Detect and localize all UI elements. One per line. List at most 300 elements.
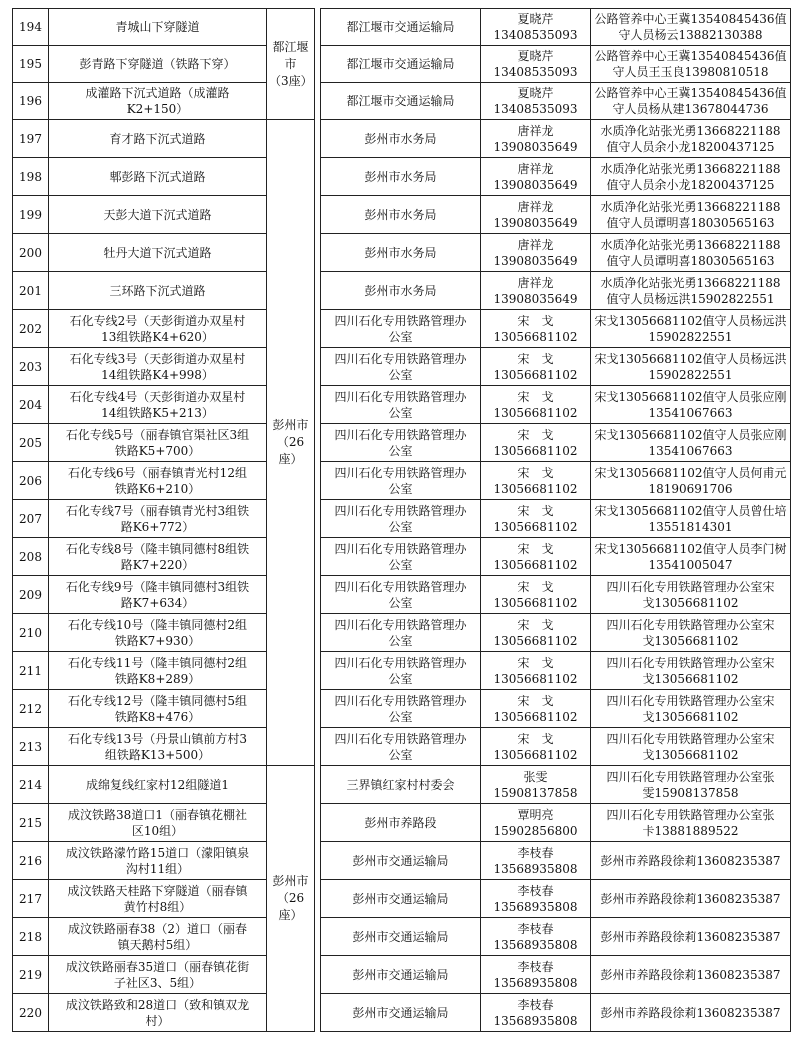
right-table [320, 8, 791, 1032]
row-number: 219 [13, 956, 49, 994]
location-name-line2: 14组铁路K5+213） [101, 405, 214, 420]
row-number: 205 [13, 424, 49, 462]
duty-contacts-line2: 守人员王玉良13980810518 [612, 65, 769, 79]
row-number: 204 [13, 386, 49, 424]
responsible-unit-line2: 公室 [388, 709, 413, 724]
table-row [321, 83, 791, 120]
duty-contacts-line1: 宋戈13056681102值守人员李门树 [594, 541, 787, 556]
responsible-person [481, 348, 591, 386]
duty-contacts-line1: 水质净化站张光勇13668221188 [600, 199, 781, 214]
city-name: 都江堰市 [272, 39, 309, 71]
responsible-unit [321, 9, 481, 46]
responsible-unit [321, 83, 481, 120]
responsible-person-line1: 李枝春 [517, 845, 554, 860]
location-name-line2: 镇天鹅村5组） [117, 937, 198, 952]
city-group [267, 120, 315, 766]
row-number: 195 [13, 46, 49, 83]
responsible-person [481, 500, 591, 538]
duty-contacts-line1: 宋戈13056681102值守人员曾仕培 [594, 503, 787, 518]
duty-contacts-line2: 守人员杨从建13678044736 [612, 102, 769, 116]
location-name-line1: 石化专线7号（丽春镇青光村3组铁 [65, 503, 250, 518]
responsible-unit-line1: 四川石化专用铁路管理办 [334, 427, 467, 442]
location-name-line2: 路K6+772） [120, 519, 195, 534]
responsible-unit [321, 652, 481, 690]
responsible-person-line2: 13056681102 [493, 367, 578, 382]
responsible-person-line2: 15902856800 [493, 823, 578, 838]
responsible-person [481, 9, 591, 46]
responsible-unit-line1: 彭州市交通运输局 [352, 929, 449, 944]
responsible-person-line2: 13908035649 [493, 253, 578, 268]
duty-contacts [591, 842, 791, 880]
responsible-person-line2: 13408535093 [493, 102, 578, 116]
responsible-person [481, 83, 591, 120]
responsible-person [481, 690, 591, 728]
table-row [321, 766, 791, 804]
responsible-unit [321, 766, 481, 804]
row-number: 218 [13, 918, 49, 956]
responsible-person-line2: 13568935808 [493, 899, 578, 914]
responsible-unit [321, 538, 481, 576]
responsible-person-line1: 李枝春 [517, 921, 554, 936]
responsible-person [481, 120, 591, 158]
row-number: 199 [13, 196, 49, 234]
responsible-unit [321, 310, 481, 348]
responsible-unit-line2: 公室 [388, 595, 413, 610]
location-name-line1: 石化专线11号（隆丰镇同德村2组 [68, 655, 247, 670]
row-number: 210 [13, 614, 49, 652]
duty-contacts-line2: 15902822551 [648, 329, 733, 344]
location-name [49, 310, 267, 348]
table-row [13, 120, 315, 158]
responsible-person-line2: 13056681102 [493, 481, 578, 496]
duty-contacts [591, 766, 791, 804]
duty-contacts [591, 348, 791, 386]
duty-contacts-line1: 宋戈13056681102值守人员张应刚 [594, 427, 787, 442]
table-row [321, 386, 791, 424]
location-name-line2: K2+150） [126, 102, 189, 116]
table-row [321, 120, 791, 158]
responsible-unit-line1: 彭州市交通运输局 [352, 1005, 449, 1020]
location-name-line1: 石化专线13号（丹景山镇前方村3 [68, 731, 247, 746]
responsible-person-line1: 宋 戈 [517, 503, 554, 518]
row-number: 208 [13, 538, 49, 576]
row-number: 201 [13, 272, 49, 310]
duty-contacts-line2: 戈13056681102 [642, 671, 739, 686]
duty-contacts-line1: 水质净化站张光勇13668221188 [600, 275, 781, 290]
duty-contacts [591, 500, 791, 538]
location-name-line1: 天彭大道下沉式道路 [103, 207, 212, 222]
location-name [49, 196, 267, 234]
responsible-person-line2: 13056681102 [493, 519, 578, 534]
responsible-unit-line1: 四川石化专用铁路管理办 [334, 579, 467, 594]
row-number: 213 [13, 728, 49, 766]
responsible-unit [321, 690, 481, 728]
row-number: 197 [13, 120, 49, 158]
responsible-unit-line2: 公室 [388, 633, 413, 648]
responsible-person-line1: 宋 戈 [517, 693, 554, 708]
responsible-unit-line2: 公室 [388, 405, 413, 420]
duty-contacts-line2: 18190691706 [648, 481, 733, 496]
duty-contacts-line1: 公路管养中心王冀13540845436值 [594, 49, 787, 63]
responsible-unit [321, 120, 481, 158]
responsible-person-line2: 13056681102 [493, 557, 578, 572]
duty-contacts [591, 46, 791, 83]
table-row [321, 424, 791, 462]
responsible-unit-line1: 四川石化专用铁路管理办 [334, 313, 467, 328]
responsible-person-line1: 宋 戈 [517, 655, 554, 670]
duty-contacts-line1: 宋戈13056681102值守人员何甫元 [594, 465, 787, 480]
location-name-line1: 牡丹大道下沉式道路 [103, 245, 212, 260]
responsible-person-line2: 15908137858 [493, 785, 578, 800]
duty-contacts-line2: 戈13056681102 [642, 709, 739, 724]
responsible-person [481, 576, 591, 614]
duty-contacts [591, 918, 791, 956]
responsible-person-line1: 唐祥龙 [517, 123, 554, 138]
duty-contacts-line2: 值守人员谭明喜18030565163 [606, 215, 775, 230]
location-name-line2: 村） [145, 1013, 170, 1028]
duty-contacts-line2: 值守人员余小龙18200437125 [606, 139, 775, 154]
location-name-line1: 彭青路下穿隧道（铁路下穿） [79, 57, 236, 71]
duty-contacts-line1: 公路管养中心王冀13540845436值 [594, 12, 787, 26]
duty-contacts-line1: 彭州市养路段徐莉13608235387 [600, 967, 781, 982]
responsible-person-line1: 宋 戈 [517, 389, 554, 404]
responsible-person-line1: 唐祥龙 [517, 161, 554, 176]
responsible-person-line1: 张雯 [523, 769, 548, 784]
location-name [49, 538, 267, 576]
responsible-unit-line1: 彭州市水务局 [364, 207, 437, 222]
table-row [321, 46, 791, 83]
responsible-unit [321, 462, 481, 500]
duty-contacts-line2: 戈13056681102 [642, 633, 739, 648]
location-name-line2: 14组铁路K4+998） [101, 367, 214, 382]
location-name-line1: 成汶铁路濛竹路15道口（濛阳镇泉 [65, 845, 250, 860]
responsible-person [481, 994, 591, 1032]
responsible-unit-line2: 公室 [388, 671, 413, 686]
responsible-person-line1: 唐祥龙 [517, 237, 554, 252]
duty-contacts-line1: 彭州市养路段徐莉13608235387 [600, 1005, 781, 1020]
responsible-unit-line1: 彭州市养路段 [364, 815, 437, 830]
responsible-unit-line1: 彭州市交通运输局 [352, 891, 449, 906]
duty-contacts-line1: 宋戈13056681102值守人员杨远洪 [594, 313, 787, 328]
duty-contacts-line1: 宋戈13056681102值守人员张应刚 [594, 389, 787, 404]
responsible-person-line1: 宋 戈 [517, 313, 554, 328]
duty-contacts [591, 614, 791, 652]
responsible-person [481, 46, 591, 83]
location-name-line1: 石化专线4号（天彭街道办双星村 [69, 389, 246, 404]
responsible-person-line2: 13056681102 [493, 633, 578, 648]
duty-contacts-line2: 卡13881889522 [642, 823, 739, 838]
location-name [49, 46, 267, 83]
location-name [49, 462, 267, 500]
location-name [49, 918, 267, 956]
table-row [321, 614, 791, 652]
location-name [49, 158, 267, 196]
city-group [267, 9, 315, 120]
duty-contacts-line1: 水质净化站张光勇13668221188 [600, 237, 781, 252]
row-number: 196 [13, 83, 49, 120]
duty-contacts [591, 728, 791, 766]
responsible-unit-line1: 都江堰市交通运输局 [346, 20, 455, 34]
table-row [13, 766, 315, 804]
city-group [267, 766, 315, 1032]
duty-contacts-line1: 四川石化专用铁路管理办公室张 [606, 769, 775, 784]
table-row [321, 348, 791, 386]
location-name [49, 614, 267, 652]
responsible-unit-line2: 公室 [388, 481, 413, 496]
table-row [321, 462, 791, 500]
table-row [321, 956, 791, 994]
responsible-unit [321, 386, 481, 424]
duty-contacts-line2: 值守人员杨远洪15902822551 [606, 291, 775, 306]
responsible-person [481, 196, 591, 234]
responsible-person-line2: 13568935808 [493, 861, 578, 876]
location-name-line1: 成汶铁路38道口1（丽春镇花棚社 [68, 807, 247, 822]
duty-contacts [591, 652, 791, 690]
responsible-person [481, 766, 591, 804]
responsible-person [481, 956, 591, 994]
location-name-line1: 成灌路下沉式道路（成灌路 [85, 86, 230, 100]
responsible-person-line2: 13908035649 [493, 291, 578, 306]
location-name [49, 272, 267, 310]
duty-contacts [591, 158, 791, 196]
responsible-person [481, 234, 591, 272]
responsible-unit [321, 728, 481, 766]
location-name-line1: 石化专线2号（天彭街道办双星村 [69, 313, 246, 328]
location-name-line1: 成绵复线红家村12组隧道1 [86, 777, 229, 792]
table-row [321, 9, 791, 46]
row-number: 216 [13, 842, 49, 880]
responsible-unit-line1: 都江堰市交通运输局 [346, 57, 455, 71]
location-name [49, 424, 267, 462]
responsible-unit [321, 348, 481, 386]
responsible-unit [321, 196, 481, 234]
row-number: 215 [13, 804, 49, 842]
responsible-unit-line1: 四川石化专用铁路管理办 [334, 389, 467, 404]
table-row [321, 728, 791, 766]
location-name [49, 804, 267, 842]
row-number: 217 [13, 880, 49, 918]
location-name [49, 652, 267, 690]
duty-contacts [591, 83, 791, 120]
table-row [321, 196, 791, 234]
row-number: 211 [13, 652, 49, 690]
responsible-person-line1: 李枝春 [517, 959, 554, 974]
responsible-unit-line1: 都江堰市交通运输局 [346, 94, 455, 108]
responsible-unit-line1: 四川石化专用铁路管理办 [334, 465, 467, 480]
location-name-line1: 石化专线8号（隆丰镇同德村8组铁 [65, 541, 250, 556]
responsible-unit-line1: 彭州市水务局 [364, 245, 437, 260]
duty-contacts [591, 804, 791, 842]
location-name [49, 728, 267, 766]
row-number: 206 [13, 462, 49, 500]
responsible-person [481, 386, 591, 424]
responsible-person-line1: 夏晓芹 [517, 49, 554, 63]
city-name: 彭州市 [272, 874, 309, 888]
duty-contacts-line1: 四川石化专用铁路管理办公室宋 [606, 693, 775, 708]
responsible-person-line2: 13056681102 [493, 671, 578, 686]
table-row [321, 994, 791, 1032]
responsible-person-line2: 13056681102 [493, 747, 578, 762]
duty-contacts [591, 576, 791, 614]
table-row [321, 158, 791, 196]
location-name-line1: 石化专线6号（丽春镇青光村12组 [68, 465, 247, 480]
duty-contacts [591, 880, 791, 918]
duty-contacts-line2: 值守人员谭明喜18030565163 [606, 253, 775, 268]
location-name-line2: 路K7+634） [120, 595, 195, 610]
city-count: （3座） [269, 73, 313, 88]
table-row [321, 652, 791, 690]
responsible-person-line1: 夏晓芹 [517, 86, 554, 100]
table-row [321, 234, 791, 272]
duty-contacts-line1: 四川石化专用铁路管理办公室宋 [606, 731, 775, 746]
responsible-person [481, 424, 591, 462]
location-name [49, 500, 267, 538]
responsible-person [481, 728, 591, 766]
table-row [321, 310, 791, 348]
responsible-unit-line2: 公室 [388, 329, 413, 344]
responsible-unit [321, 576, 481, 614]
location-name [49, 348, 267, 386]
responsible-unit-line1: 彭州市水务局 [364, 131, 437, 146]
duty-contacts-line2: 13541005047 [648, 557, 733, 572]
location-name [49, 83, 267, 120]
responsible-unit-line1: 三界镇红家村村委会 [346, 777, 455, 792]
row-number: 220 [13, 994, 49, 1032]
responsible-person-line2: 13908035649 [493, 215, 578, 230]
responsible-person-line1: 夏晓芹 [517, 12, 554, 26]
duty-contacts [591, 424, 791, 462]
responsible-person-line1: 宋 戈 [517, 351, 554, 366]
duty-contacts-line1: 彭州市养路段徐莉13608235387 [600, 929, 781, 944]
location-name-line2: 组铁路K13+500） [104, 747, 211, 762]
responsible-person-line2: 13056681102 [493, 329, 578, 344]
duty-contacts-line2: 雯15908137858 [642, 785, 739, 800]
duty-contacts [591, 690, 791, 728]
responsible-person-line1: 唐祥龙 [517, 275, 554, 290]
responsible-person-line2: 13568935808 [493, 937, 578, 952]
location-name-line1: 成汶铁路天桂路下穿隧道（丽春镇 [67, 883, 248, 898]
duty-contacts [591, 462, 791, 500]
location-name-line2: 铁路K8+476） [114, 709, 201, 724]
table-row [321, 272, 791, 310]
location-name [49, 690, 267, 728]
responsible-person [481, 842, 591, 880]
table-row [13, 9, 315, 46]
responsible-unit-line1: 四川石化专用铁路管理办 [334, 693, 467, 708]
responsible-unit-line1: 四川石化专用铁路管理办 [334, 503, 467, 518]
location-name-line1: 育才路下沉式道路 [109, 131, 206, 146]
responsible-unit-line2: 公室 [388, 557, 413, 572]
responsible-person-line1: 李枝春 [517, 883, 554, 898]
location-name [49, 766, 267, 804]
duty-contacts [591, 234, 791, 272]
duty-contacts-line1: 四川石化专用铁路管理办公室宋 [606, 617, 775, 632]
location-name-line1: 成汶铁路丽春38（2）道口（丽春 [68, 921, 247, 936]
responsible-person-line1: 宋 戈 [517, 465, 554, 480]
duty-contacts [591, 538, 791, 576]
responsible-unit-line2: 公室 [388, 443, 413, 458]
left-table [12, 8, 315, 1032]
location-name-line1: 石化专线9号（隆丰镇同德村3组铁 [65, 579, 250, 594]
responsible-unit [321, 424, 481, 462]
table-row [321, 880, 791, 918]
duty-contacts [591, 9, 791, 46]
responsible-unit [321, 842, 481, 880]
responsible-unit-line1: 彭州市水务局 [364, 283, 437, 298]
location-name [49, 120, 267, 158]
responsible-person-line2: 13568935808 [493, 1013, 578, 1028]
duty-contacts [591, 196, 791, 234]
duty-contacts [591, 386, 791, 424]
responsible-person [481, 804, 591, 842]
responsible-unit-line1: 四川石化专用铁路管理办 [334, 541, 467, 556]
duty-contacts-line1: 公路管养中心王冀13540845436值 [594, 86, 787, 100]
row-number: 209 [13, 576, 49, 614]
duty-contacts [591, 272, 791, 310]
responsible-unit [321, 956, 481, 994]
duty-contacts-line2: 戈13056681102 [642, 747, 739, 762]
location-name-line1: 郫彭路下沉式道路 [109, 169, 206, 184]
location-name [49, 576, 267, 614]
responsible-person-line2: 13908035649 [493, 139, 578, 154]
location-name-line1: 三环路下沉式道路 [109, 283, 206, 298]
duty-contacts-line1: 彭州市养路段徐莉13608235387 [600, 853, 781, 868]
duty-contacts-line1: 水质净化站张光勇13668221188 [600, 123, 781, 138]
location-name-line1: 石化专线10号（隆丰镇同德村2组 [68, 617, 247, 632]
responsible-unit-line1: 四川石化专用铁路管理办 [334, 351, 467, 366]
duty-contacts [591, 956, 791, 994]
responsible-person-line1: 覃明亮 [517, 807, 554, 822]
city-count: （26座） [276, 435, 305, 466]
location-name-line1: 成汶铁路丽春35道口（丽春镇花街 [65, 959, 250, 974]
responsible-person [481, 272, 591, 310]
responsible-unit [321, 918, 481, 956]
location-name-line2: 铁路K8+289） [114, 671, 201, 686]
responsible-person-line2: 13568935808 [493, 975, 578, 990]
responsible-unit-line1: 四川石化专用铁路管理办 [334, 617, 467, 632]
responsible-unit-line1: 四川石化专用铁路管理办 [334, 655, 467, 670]
responsible-unit-line2: 公室 [388, 367, 413, 382]
duty-contacts-line2: 13541067663 [648, 443, 733, 458]
responsible-person-line1: 宋 戈 [517, 731, 554, 746]
responsible-unit [321, 994, 481, 1032]
duty-contacts-line2: 守人员杨云13882130388 [618, 28, 763, 42]
responsible-unit [321, 880, 481, 918]
location-name [49, 842, 267, 880]
location-name-line1: 石化专线5号（丽春镇官渠社区3组 [65, 427, 250, 442]
table-row [321, 500, 791, 538]
location-name [49, 9, 267, 46]
location-name-line1: 石化专线12号（隆丰镇同德村5组 [68, 693, 247, 708]
location-name-line2: 黄竹村8组） [123, 899, 192, 914]
responsible-unit-line2: 公室 [388, 747, 413, 762]
responsible-unit [321, 804, 481, 842]
responsible-unit [321, 500, 481, 538]
row-number: 214 [13, 766, 49, 804]
duty-contacts-line2: 13551814301 [648, 519, 733, 534]
responsible-person [481, 310, 591, 348]
responsible-person-line1: 宋 戈 [517, 617, 554, 632]
location-name-line1: 青城山下穿隧道 [115, 20, 200, 34]
responsible-person-line2: 13408535093 [493, 28, 578, 42]
row-number: 200 [13, 234, 49, 272]
location-name-line2: 沟村11组） [125, 861, 190, 876]
responsible-person-line2: 13908035649 [493, 177, 578, 192]
row-number: 202 [13, 310, 49, 348]
responsible-person [481, 462, 591, 500]
responsible-person-line2: 13056681102 [493, 709, 578, 724]
location-name-line1: 石化专线3号（天彭街道办双星村 [69, 351, 246, 366]
